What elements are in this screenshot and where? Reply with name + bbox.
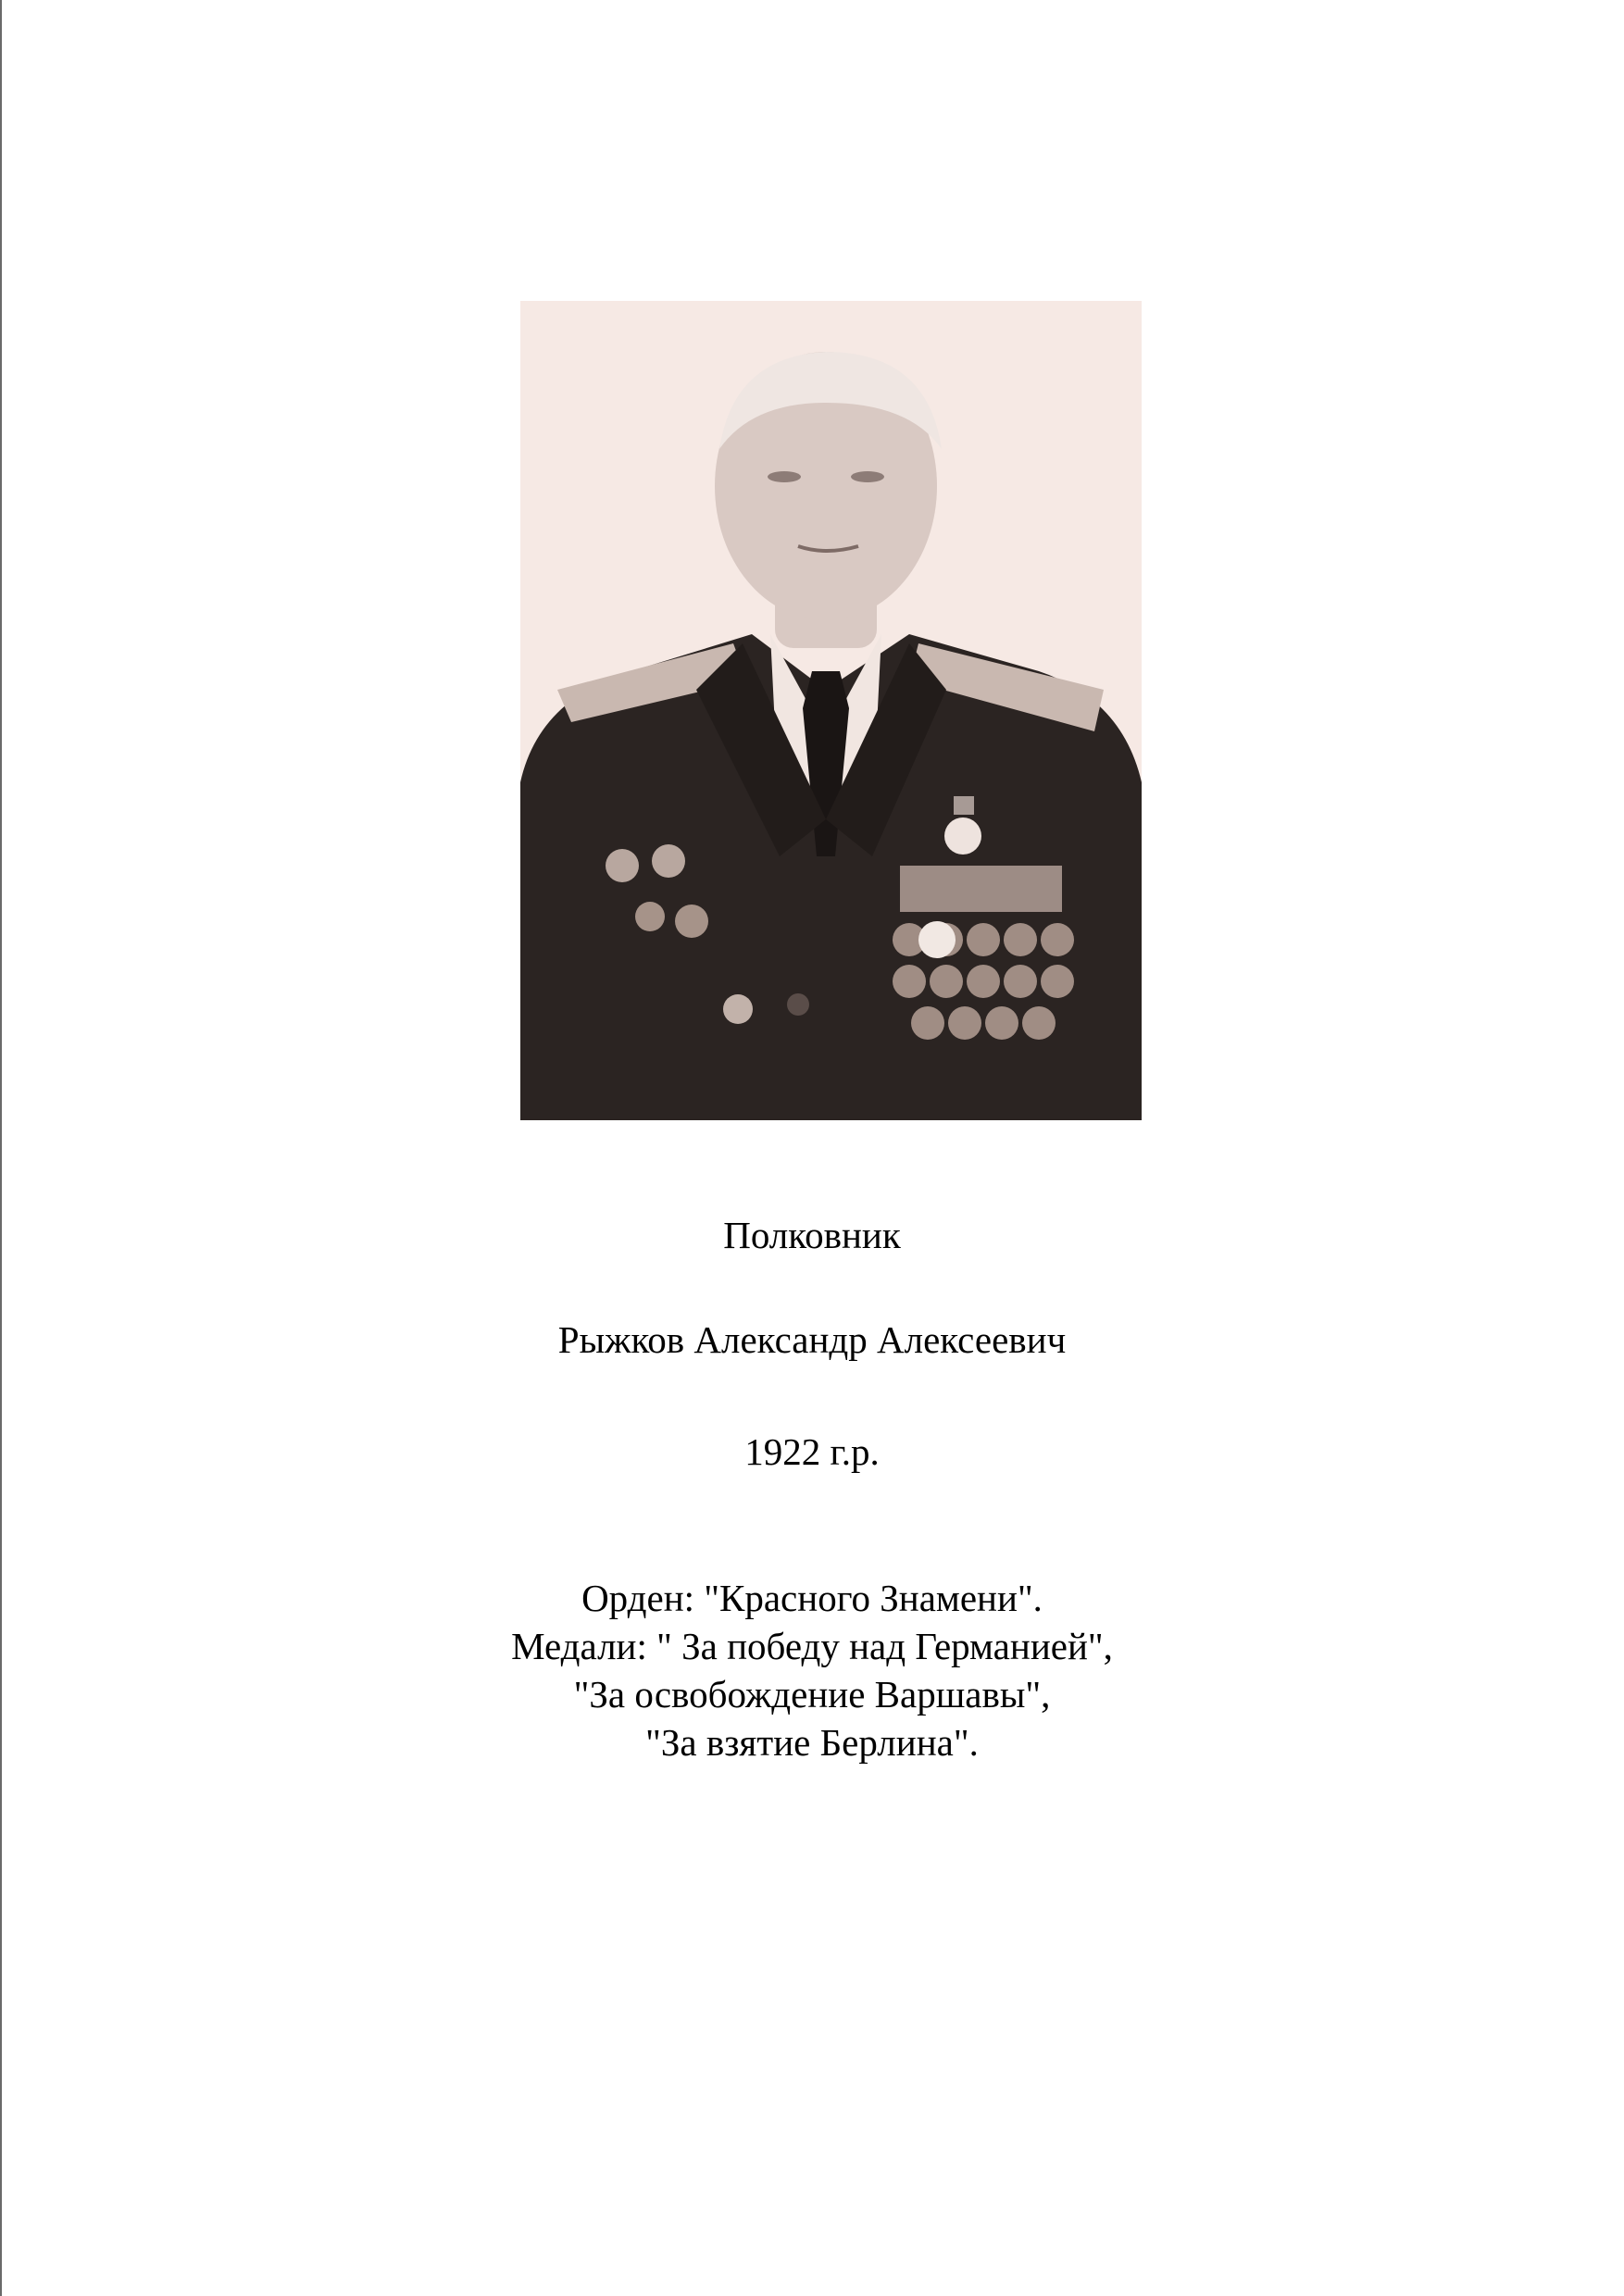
rank-text: Полковник xyxy=(723,1214,901,1256)
award-medal-line-2: "За освобождение Варшавы", xyxy=(573,1673,1051,1716)
person-name: Рыжков Александр Алексеевич xyxy=(557,1318,1067,1361)
award-medal-line-3: "За взятие Берлина". xyxy=(645,1721,979,1764)
portrait-illustration xyxy=(520,301,1142,1120)
portrait-photo xyxy=(520,301,1142,1120)
award-order-line: Орден: "Красного Знамени". xyxy=(581,1577,1043,1619)
award-medal-line-1: Медали: " За победу над Германией", xyxy=(511,1625,1113,1667)
page-left-edge xyxy=(0,0,2,2296)
birth-year: 1922 г.р. xyxy=(744,1430,880,1473)
awards-list xyxy=(0,1574,1624,1766)
